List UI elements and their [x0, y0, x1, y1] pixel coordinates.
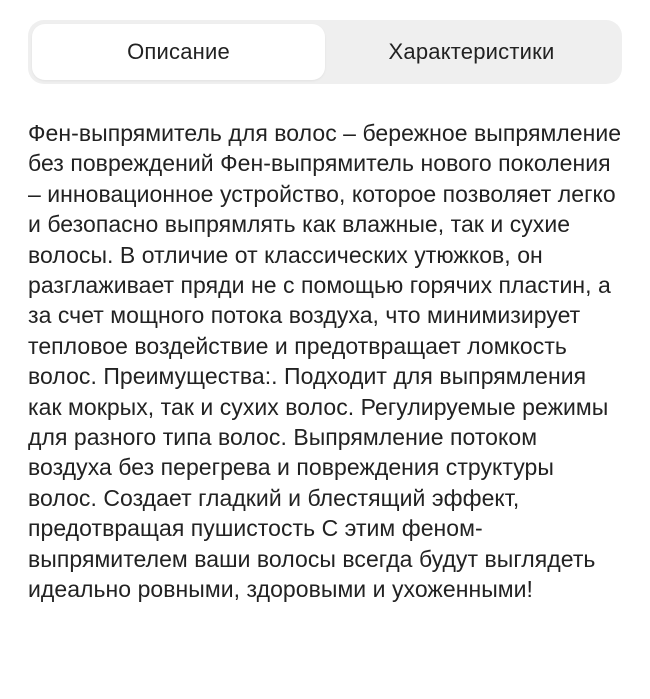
tab-switcher: [28, 20, 622, 84]
tab-characteristics[interactable]: Характеристики: [388, 39, 555, 64]
tab-description[interactable]: Описание: [32, 24, 325, 80]
product-description: Фен-выпрямитель для волос – бережное выпрямление без повреждений Фен-выпрямитель нового поколения – инновационное устройство, которое позволяет легко и безопасно выпрямлять как влажные, так и сухие волосы. В отличие от классических утюжков, он разглаживает пряди не с помощью горячих пластин, а за счет мощного потока воздуха, что минимизирует тепловое воздействие и предотвращает ломкость волос. Преимущества:. Подходит для выпрямления как мокрых, так и сухих волос. Регулируемые режимы для разного типа волос. Выпрямление потоком воздуха без перегрева и повреждения структуры волос. Создает гладкий и блестящий эффект, предотвращая пушистость С этим феном-выпрямителем ваши волосы всегда будут выглядеть идеально ровными, здоровыми и ухоженными!: [28, 120, 622, 603]
